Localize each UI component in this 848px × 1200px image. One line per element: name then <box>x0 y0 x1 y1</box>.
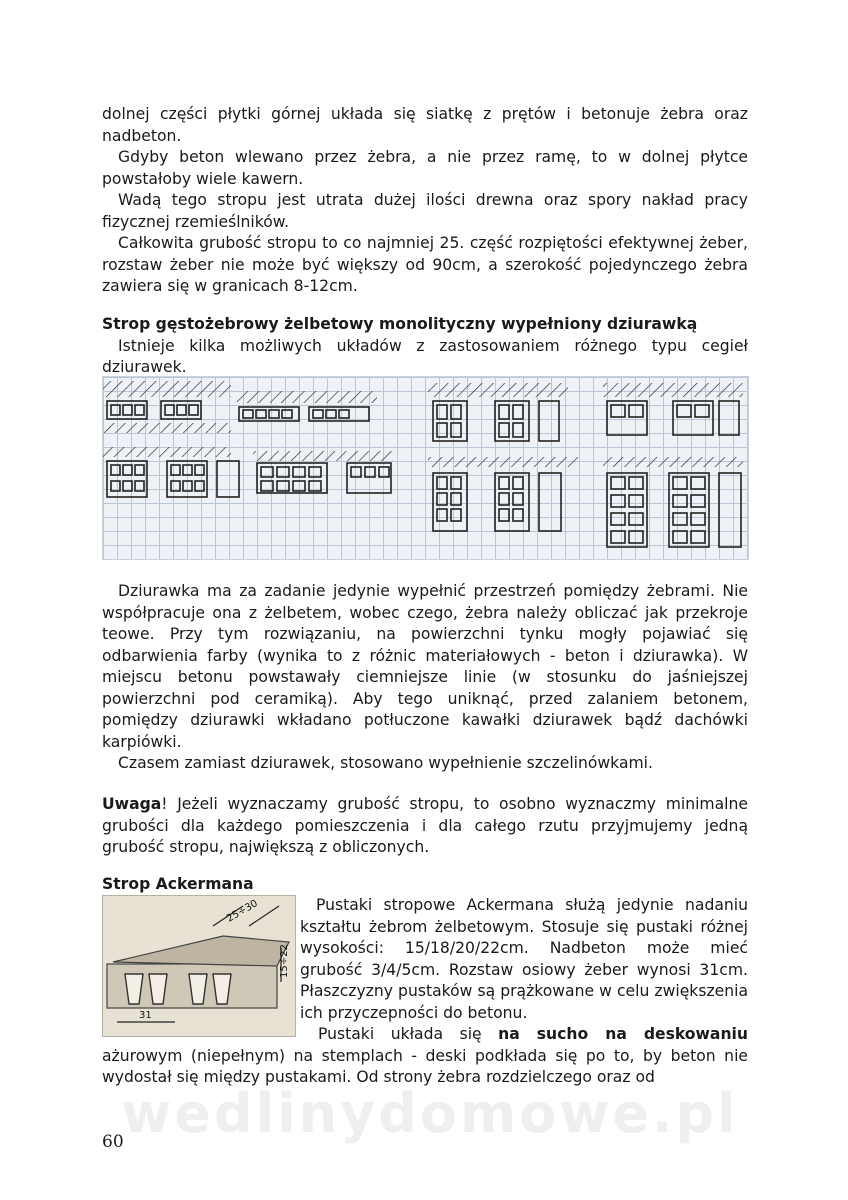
paragraph: dolnej części płytki górnej układa się siatkę z prętów i betonuje żebra oraz nadbeton. <box>102 105 748 145</box>
paragraph: Całkowita grubość stropu to co najmniej 25. część rozpiętości efektywnej żeber, rozstaw żeber nie może być większy od 90cm, a szerokość pojedynczego żebra zawiera się w granicach 8-12cm. <box>102 234 748 295</box>
ackerman-drawing <box>103 896 295 1036</box>
dimension-label-bottom: 31 <box>139 1010 152 1021</box>
note-block <box>102 794 748 859</box>
paragraph: Pustaki stropowe Ackermana służą jedynie nadaniu kształtu żebrom żelbetowym. Stosuje się pustaki różnej wysokości: 15/18/20/22cm. Nadbeton może mieć grubość 3/4/5cm. Rozstaw osiowy żeber wynosi 31cm. Płaszczyzny pustaków są prążkowane w celu zwiększenia ich przyczepności do betonu. <box>300 896 748 1022</box>
section-heading: Strop gęstożebrowy żelbetowy monolityczny wypełniony dziurawką <box>102 315 698 333</box>
top-text-block <box>102 104 748 298</box>
paragraph-emphasis: na sucho na deskowaniu <box>498 1025 748 1043</box>
paragraph: Gdyby beton wlewano przez żebra, a nie przez ramę, to w dolnej płytce powstałoby wiele kawern. <box>102 148 748 188</box>
paragraph: Wadą tego stropu jest utrata dużej ilości drewna oraz spory nakład pracy fizycznej rzemieślników. <box>102 191 748 231</box>
ackerman-block-figure <box>102 895 296 1037</box>
dimension-label-side: 15÷22 <box>279 944 290 978</box>
section-dziurawka <box>102 314 748 379</box>
section-heading: Strop Ackermana <box>102 875 254 893</box>
paragraph-rest: ażurowym (niepełnym) na stemplach - deski podkłada się po to, by beton nie wydostał się między pustakami. Od strony żebra rozdzielczego oraz od <box>102 1046 748 1086</box>
hollow-brick-sketch-figure <box>102 376 749 560</box>
dimension-label-top: 25÷30 <box>225 898 260 925</box>
dziurawka-text-block <box>102 581 748 775</box>
section-ackerman <box>102 874 748 896</box>
watermark: wedlinydomowe.pl <box>121 1082 739 1145</box>
section-intro: Istnieje kilka możliwych układów z zastosowaniem różnego typu cegieł dziurawek. <box>102 336 748 376</box>
note-text: ! Jeżeli wyznaczamy grubość stropu, to osobno wyznaczmy minimalne grubości dla każdego pomieszczenia i dla całego rzutu przyjmujemy jedną grubość stropu, największą z obliczonych. <box>102 795 748 856</box>
paragraph: Dziurawka ma za zadanie jedynie wypełnić przestrzeń pomiędzy żebrami. Nie współpracuje ona z żelbetem, wobec czego, żebra należy obliczać jak przekroje teowe. Przy tym rozwiązaniu, na powierzchni tynku mogły pojawiać się odbarwienia farby (wynika to z różnic materiałowych - beton i dziurawka). W miejscu betonu powstawały ciemniejsze linie (w stosunku do jaśniejszej powierzchni pod ceramiką). Aby tego uniknąć, przed zalaniem betonem, pomiędzy dziurawki wkładano potłuczone kawałki dziurawek bądź dachówki karpiówki. <box>102 582 748 751</box>
page-number: 60 <box>102 1132 124 1152</box>
note-label: Uwaga <box>102 795 162 813</box>
sketch-drawing <box>103 377 748 559</box>
paragraph: Czasem zamiast dziurawek, stosowano wypełnienie szczelinówkami. <box>118 754 653 772</box>
ackerman-text-continued <box>102 1024 748 1089</box>
ackerman-text-wrapped <box>300 895 748 1024</box>
paragraph-start: Pustaki układa się <box>318 1025 499 1043</box>
